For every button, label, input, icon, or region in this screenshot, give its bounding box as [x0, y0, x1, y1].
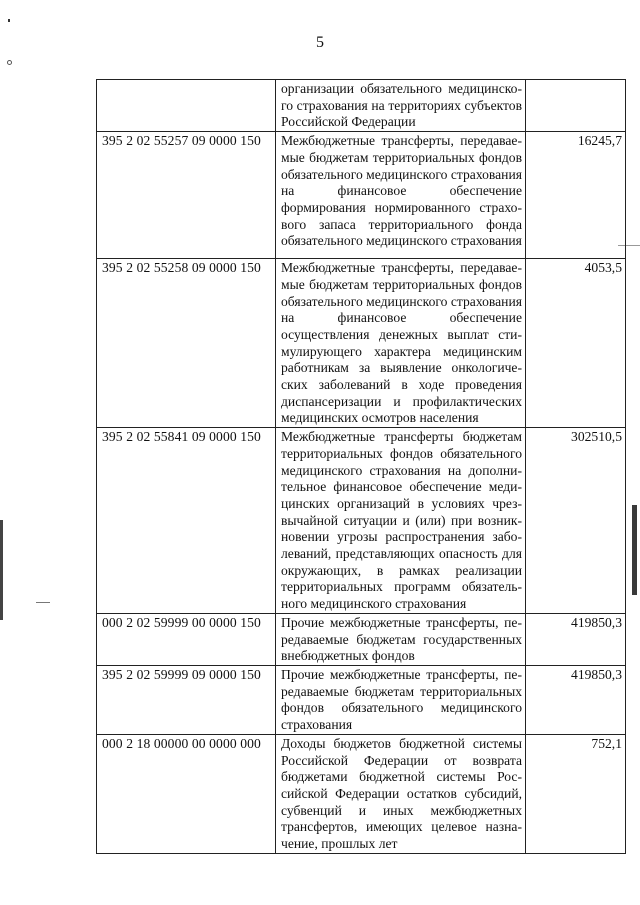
revenue-code: 000 2 02 59999 00 0000 150 [97, 613, 276, 665]
table-row [97, 428, 626, 614]
revenue-name: Прочие межбюджетные трансферты, передаваемые бюджетам территориальных фондов обязательного медицинского страхования [276, 665, 526, 734]
revenue-name: Межбюджетные трансферты бюджетам территориальных фондов обязательного медицинского страхования на дополнительное финансовое обеспечение медицинских организаций в условиях чрезвычайной ситуации и (или) при возникновении угрозы распространения заболеваний, представляющих опасность для окружающих, в рамках реализации территориальных программ обязательного медицинского страхования [276, 428, 526, 614]
revenue-amount: 419850,3 [526, 665, 626, 734]
table-row [97, 259, 626, 428]
revenue-name: Доходы бюджетов бюджетной системы Российской Федерации от возврата бюджетами бюджетной системы Российской Федерации остатков субсидий, субвенций и иных межбюджетных трансфертов, имеющих целевое назначение, прошлых лет [276, 734, 526, 853]
table-row [97, 80, 626, 132]
revenue-name: Межбюджетные трансферты, передаваемые бюджетам территориальных фондов обязательного медицинского страхования на финансовое обеспечение формирования нормированного страхового запаса территориального фонда обязательного медицинского страхования [276, 132, 526, 259]
revenue-amount: 16245,7 [526, 132, 626, 259]
revenue-code: 395 2 02 59999 09 0000 150 [97, 665, 276, 734]
revenue-name: организации обязательного медицинского страхования на территориях субъектов Российской Федерации [276, 80, 526, 132]
revenue-amount: 4053,5 [526, 259, 626, 428]
budget-revenue-table [96, 79, 626, 854]
scan-mark-top-left [8, 19, 10, 22]
revenue-code: 395 2 02 55257 09 0000 150 [97, 132, 276, 259]
page-number: 5 [316, 34, 324, 51]
table-row [97, 734, 626, 853]
revenue-amount: 302510,5 [526, 428, 626, 614]
revenue-name: Прочие межбюджетные трансферты, передаваемые бюджетам государственных внебюджетных фондов [276, 613, 526, 665]
scan-mark-left-dot [7, 60, 12, 65]
table-row [97, 132, 626, 259]
scan-bar-left [0, 520, 3, 620]
revenue-amount: 752,1 [526, 734, 626, 853]
table-row [97, 613, 626, 665]
table-row [97, 665, 626, 734]
revenue-code: 395 2 02 55841 09 0000 150 [97, 428, 276, 614]
scan-bar-right [632, 505, 637, 595]
revenue-code: 395 2 02 55258 09 0000 150 [97, 259, 276, 428]
revenue-code: 000 2 18 00000 00 0000 000 [97, 734, 276, 853]
scan-line-left [36, 602, 50, 603]
revenue-amount: 419850,3 [526, 613, 626, 665]
revenue-name: Межбюджетные трансферты, передаваемые бюджетам территориальных фондов обязательного медицинского страхования на финансовое обеспечение осуществления денежных выплат стимулирующего характера медицинским работникам за выявление онкологических заболеваний в ходе проведения диспансеризации и профилактических медицинских осмотров населения [276, 259, 526, 428]
revenue-amount [526, 80, 626, 132]
revenue-code [97, 80, 276, 132]
